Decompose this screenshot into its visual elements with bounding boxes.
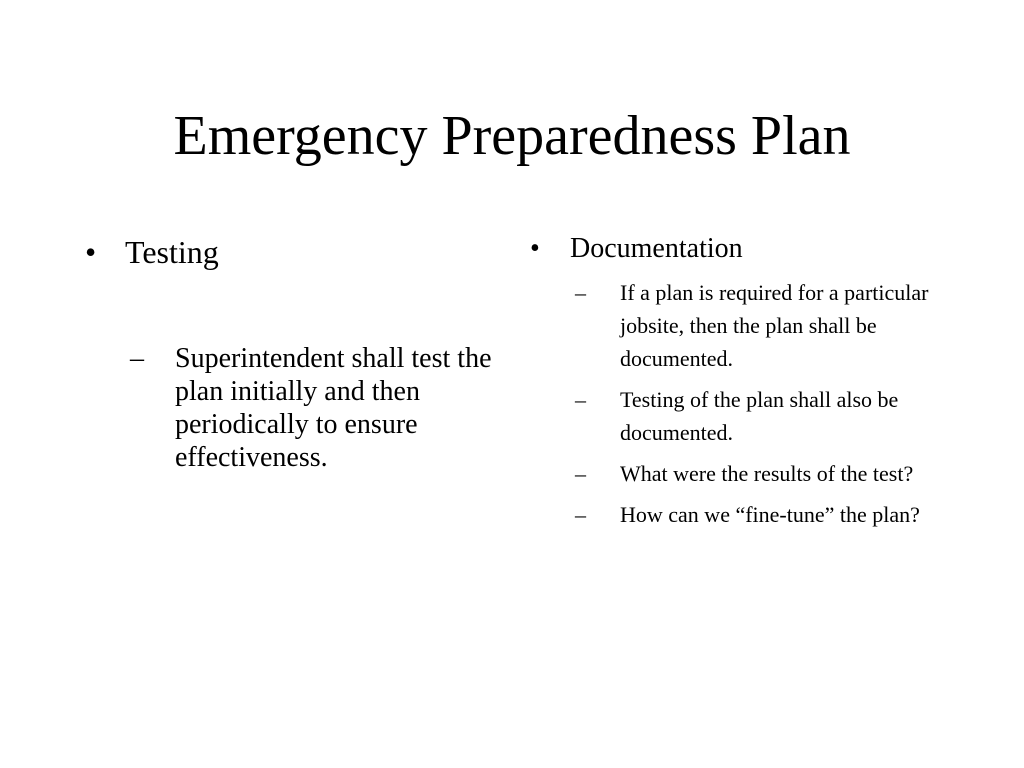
sub-item <box>575 276 950 375</box>
bullet-icon: • <box>85 234 97 270</box>
bullet-label: Testing <box>125 234 219 270</box>
bullet-item-documentation <box>530 230 950 268</box>
sub-item-text: What were the results of the test? <box>620 461 914 486</box>
sub-item-text: Superintendent shall test the plan initially and then periodically to ensure effectiveness. <box>175 343 492 473</box>
dash-icon: – <box>575 387 586 412</box>
dash-icon: – <box>130 343 144 374</box>
sub-item-text: Testing of the plan shall also be documented. <box>620 387 899 445</box>
dash-icon: – <box>575 461 586 486</box>
slide-title: Emergency Preparedness Plan <box>173 105 851 167</box>
bullet-icon: • <box>530 233 540 264</box>
sub-item-text: How can we “fine-tune” the plan? <box>620 502 920 527</box>
sub-item-text: If a plan is required for a particular jobsite, then the plan shall be documented. <box>620 280 929 371</box>
sub-item <box>575 457 950 490</box>
sub-item <box>575 383 950 449</box>
right-column <box>530 230 950 539</box>
dash-icon: – <box>575 280 586 305</box>
sub-item <box>575 498 950 531</box>
bullet-label: Documentation <box>570 233 743 264</box>
sub-list <box>130 342 505 474</box>
left-column <box>85 230 505 474</box>
bullet-item-testing <box>85 230 505 274</box>
dash-icon: – <box>575 502 586 527</box>
sub-item <box>130 342 510 474</box>
sub-list <box>575 276 950 531</box>
